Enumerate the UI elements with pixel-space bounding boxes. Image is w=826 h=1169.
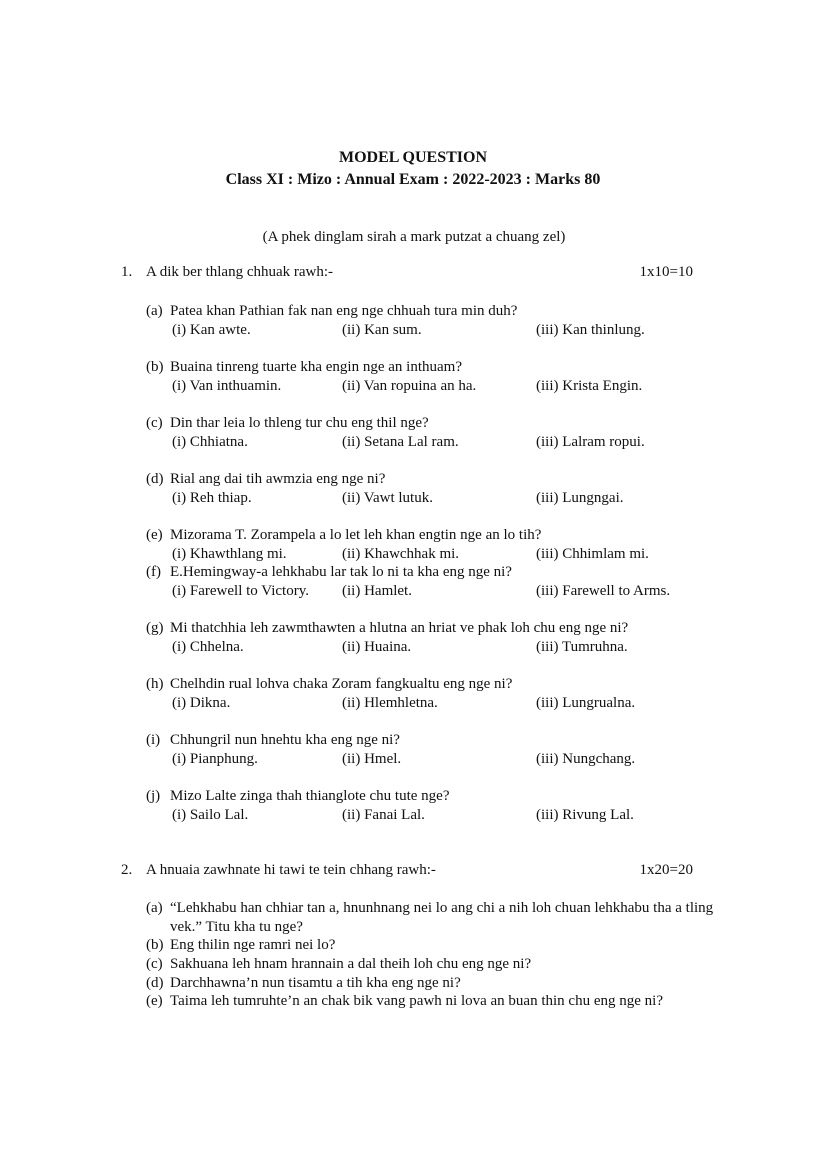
option-ii: (ii) Huaina. [342,639,412,655]
option-iii: (iii) Lungngai. [536,490,624,506]
option-ii: (ii) Khawchhak mi. [342,546,460,562]
question-marks: 1x10=10 [639,264,693,280]
option-iii: (iii) Farewell to Arms. [536,583,671,599]
option-ii: (ii) Hamlet. [342,583,412,599]
option-iii: (iii) Lalram ropui. [536,434,645,450]
item-label: (e) [146,993,163,1009]
item-question: Eng thilin nge ramri nei lo? [170,937,336,953]
item-question: “Lehkhabu han chhiar tan a, hnunhnang nei lo ang chi a nih loh chuan lehkhabu tha a tling vek.” Titu kha tu nge? [170,900,714,935]
item-label: (a) [146,900,163,916]
option-ii: (ii) Fanai Lal. [342,807,425,823]
option-ii: (ii) Setana Lal ram. [342,434,459,450]
option-ii: (ii) Hlemhletna. [342,695,438,711]
item-label: (d) [146,975,164,991]
item-question: Chelhdin rual lohva chaka Zoram fangkualtu eng nge ni? [170,676,513,692]
item-label: (b) [146,359,164,375]
option-i: (i) Kan awte. [172,322,251,338]
option-i: (i) Chhiatna. [172,434,248,450]
option-ii: (ii) Van ropuina an ha. [342,378,477,394]
item-question: Buaina tinreng tuarte kha engin nge an inthuam? [170,359,462,375]
item-question: Mizorama T. Zorampela a lo let leh khan engtin nge an lo tih? [170,527,542,543]
item-question: Din thar leia lo thleng tur chu eng thil nge? [170,415,429,431]
page-subtitle: Class XI : Mizo : Annual Exam : 2022-2023 : Marks 80 [225,171,601,188]
item-question: Taima leh tumruhte’n an chak bik vang pawh ni lova an buan thin chu eng nge ni? [170,993,663,1009]
question-text: A hnuaia zawhnate hi tawi te tein chhang rawh:- [146,862,436,878]
item-question: Patea khan Pathian fak nan eng nge chhuah tura min duh? [170,303,518,319]
option-i: (i) Pianphung. [172,751,258,767]
item-label: (e) [146,527,163,543]
item-question: Darchhawna’n nun tisamtu a tih kha eng nge ni? [170,975,461,991]
item-label: (c) [146,956,163,972]
item-question: Chhungril nun hnehtu kha eng nge ni? [170,732,400,748]
option-i: (i) Dikna. [172,695,231,711]
option-iii: (iii) Rivung Lal. [536,807,634,823]
option-ii: (ii) Hmel. [342,751,402,767]
item-question: Rial ang dai tih awmzia eng nge ni? [170,471,386,487]
option-iii: (iii) Chhimlam mi. [536,546,649,562]
option-i: (i) Reh thiap. [172,490,252,506]
option-ii: (ii) Vawt lutuk. [342,490,433,506]
item-label: (d) [146,471,164,487]
item-question: Mi thatchhia leh zawmthawten a hlutna an hriat ve phak loh chu eng nge ni? [170,620,629,636]
option-iii: (iii) Lungrualna. [536,695,636,711]
item-label: (h) [146,676,164,692]
item-label: (a) [146,303,163,319]
item-label: (i) [146,732,161,748]
option-i: (i) Van inthuamin. [172,378,282,394]
option-i: (i) Khawthlang mi. [172,546,287,562]
item-question: E.Hemingway-a lehkhabu lar tak lo ni ta kha eng nge ni? [170,564,512,580]
option-i: (i) Farewell to Victory. [172,583,309,599]
option-ii: (ii) Kan sum. [342,322,422,338]
item-label: (f) [146,564,161,580]
question-marks: 1x20=20 [639,862,693,878]
question-number: 1. [121,264,133,280]
option-i: (i) Sailo Lal. [172,807,249,823]
item-question: Mizo Lalte zinga thah thianglote chu tute nge? [170,788,450,804]
option-iii: (iii) Kan thinlung. [536,322,645,338]
question-text: A dik ber thlang chhuak rawh:- [146,264,334,280]
option-iii: (iii) Krista Engin. [536,378,643,394]
instruction: (A phek dinglam sirah a mark putzat a chuang zel) [262,229,566,245]
option-iii: (iii) Nungchang. [536,751,636,767]
item-label: (c) [146,415,163,431]
question-number: 2. [121,862,133,878]
item-label: (b) [146,937,164,953]
option-iii: (iii) Tumruhna. [536,639,628,655]
page-title: MODEL QUESTION [338,149,488,166]
item-label: (j) [146,788,161,804]
item-label: (g) [146,620,164,636]
option-i: (i) Chhelna. [172,639,244,655]
item-question: Sakhuana leh hnam hrannain a dal theih loh chu eng nge ni? [170,956,532,972]
